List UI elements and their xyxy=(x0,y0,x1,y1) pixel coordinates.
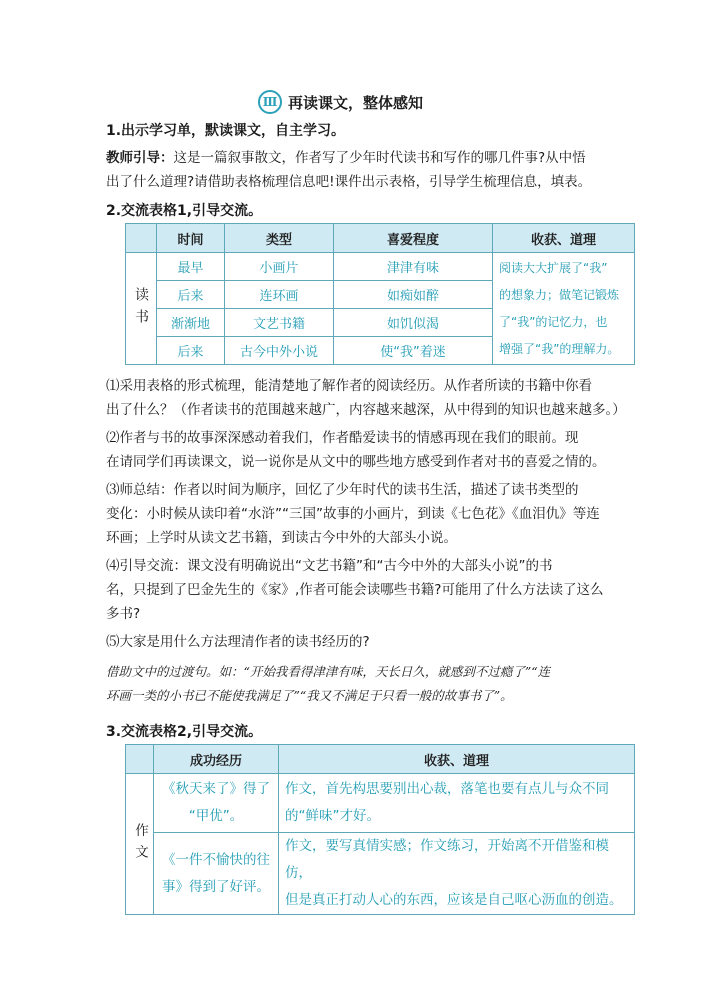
paragraph-2 xyxy=(106,426,666,474)
paragraph-1 xyxy=(106,374,666,422)
header-gain: 收获、道理 xyxy=(493,224,635,253)
gain-line: 了“我”的记忆力，也 xyxy=(499,314,608,329)
row-time: 后来 xyxy=(157,281,225,309)
section-numeral-badge: Ⅲ xyxy=(258,90,282,114)
paragraph-3 xyxy=(106,478,666,550)
experience-cell xyxy=(154,774,279,833)
table-row xyxy=(126,253,635,281)
gain-cell xyxy=(279,774,635,833)
writing-side-label: 作文 xyxy=(126,774,154,915)
guide-line1: 这是一篇叙事散文，作者写了少年时代读书和写作的哪几件事?从中悟 xyxy=(173,150,586,166)
para-line: ⑵作者与书的故事深深感动着我们，作者酷爱读书的情感再现在我们的眼前。现 xyxy=(106,430,579,446)
cell-line: 作文，首先构思要别出心裁，落笔也要有点儿与众不同 xyxy=(285,781,609,797)
row-time: 渐渐地 xyxy=(157,309,225,337)
quote-line: 环画一类的小书已不能使我满足了”“我又不满足于只看一般的故事书了”。 xyxy=(106,688,513,703)
row-time: 最早 xyxy=(157,253,225,281)
quote-line: 借助文中的过渡句。如：“开始我看得津津有味，天长日久，就感到不过瘾了”“连 xyxy=(106,664,551,679)
row-type: 小画片 xyxy=(225,253,334,281)
reading-table-header xyxy=(126,224,635,253)
cell-line: 但是真正打动人心的东西，应该是自己呕心沥血的创造。 xyxy=(285,892,623,908)
section-title: 再读课文，整体感知 xyxy=(288,93,424,112)
guide-paragraph xyxy=(106,146,666,194)
row-love: 如痴如醉 xyxy=(334,281,493,309)
paragraph-4 xyxy=(106,554,666,626)
para-line: 名，只提到了巴金先生的《家》,作者可能会读哪些书籍?可能用了什么方法读了这么 xyxy=(106,582,604,598)
reading-table xyxy=(125,223,635,365)
table-row xyxy=(126,833,635,915)
table-row xyxy=(126,774,635,833)
header-experience: 成功经历 xyxy=(154,745,279,774)
step2-heading: 2.交流表格1,引导交流。 xyxy=(106,203,263,219)
header-gain: 收获、道理 xyxy=(279,745,635,774)
row-love: 如饥似渴 xyxy=(334,309,493,337)
reading-gain xyxy=(493,253,635,365)
para-line: 环画；上学时从读文艺书籍，到读古今中外的大部头小说。 xyxy=(106,530,457,546)
reading-side-label: 读书 xyxy=(126,253,157,365)
step1-heading: 1.出示学习单，默读课文，自主学习。 xyxy=(106,123,346,139)
row-love: 津津有味 xyxy=(334,253,493,281)
gain-cell xyxy=(279,833,635,915)
cell-line: 作文，要写真情实感；作文练习，开始离不开借鉴和模仿， xyxy=(285,838,609,881)
para-line: ⑶师总结：作者以时间为顺序，回忆了少年时代的读书生活，描述了读书类型的 xyxy=(106,482,579,498)
para-line: 出了什么？（作者读书的范围越来越广，内容越来越深，从中得到的知识也越来越多。） xyxy=(106,402,626,418)
gain-line: 增强了“我”的理解力。 xyxy=(499,341,620,356)
step3-heading: 3.交流表格2,引导交流。 xyxy=(106,724,263,740)
guide-label: 教师引导： xyxy=(106,150,174,166)
row-type: 古今中外小说 xyxy=(225,337,334,365)
para-line: 多书? xyxy=(106,606,141,622)
guide-line2: 出了什么道理?请借助表格梳理信息吧!课件出示表格，引导学生梳理信息，填表。 xyxy=(106,174,592,190)
header-love: 喜爱程度 xyxy=(334,224,493,253)
cell-line: 《秋天来了》得了 xyxy=(162,781,270,797)
cell-line: “甲优”。 xyxy=(188,808,244,824)
row-love: 使“我”着迷 xyxy=(334,337,493,365)
para-line: 在请同学们再读课文，说一说你是从文中的哪些地方感受到作者对书的喜爱之情的。 xyxy=(106,454,606,470)
experience-cell xyxy=(154,833,279,915)
cell-line: 事》得到了好评。 xyxy=(162,878,270,895)
paragraph-5: ⑸大家是用什么方法理清作者的读书经历的? xyxy=(106,634,370,650)
writing-table xyxy=(125,744,635,915)
cell-line: 的“鲜味”才好。 xyxy=(285,808,380,824)
para-line: 变化：小时候从读印着“水浒”“三国”故事的小画片，到读《七色花》《血泪仇》等连 xyxy=(106,506,600,522)
cell-line: 《一件不愉快的往 xyxy=(162,851,270,868)
blank-corner xyxy=(126,224,157,253)
row-type: 文艺书籍 xyxy=(225,309,334,337)
gain-line: 阅读大大扩展了“我” xyxy=(499,260,608,275)
para-line: ⑷引导交流：课文没有明确说出“文艺书籍”和“古今中外的大部头小说”的书 xyxy=(106,558,553,574)
quote-paragraph xyxy=(106,660,666,708)
para-line: ⑴采用表格的形式梳理，能清楚地了解作者的阅读经历。从作者所读的书籍中你看 xyxy=(106,378,592,394)
writing-table-header xyxy=(126,745,635,774)
row-type: 连环画 xyxy=(225,281,334,309)
section-heading xyxy=(258,90,423,114)
header-type: 类型 xyxy=(225,224,334,253)
gain-line: 的想象力；做笔记锻炼 xyxy=(499,287,620,302)
blank-corner xyxy=(126,745,154,774)
row-time: 后来 xyxy=(157,337,225,365)
header-time: 时间 xyxy=(157,224,225,253)
